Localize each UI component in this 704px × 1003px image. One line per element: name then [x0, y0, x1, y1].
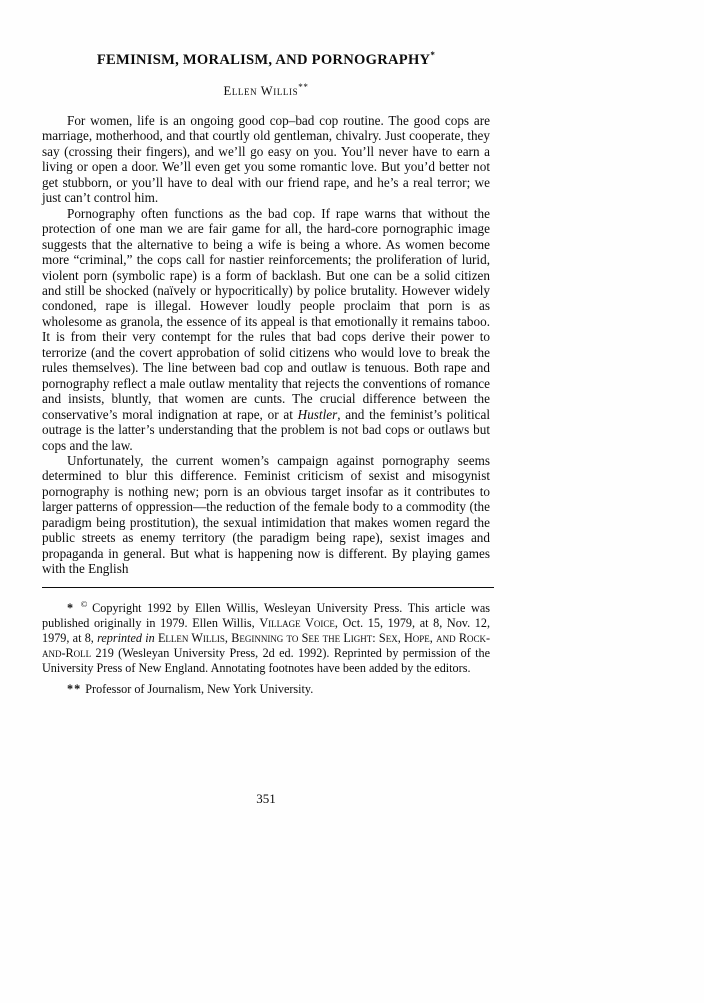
footnote-marker: *	[67, 600, 81, 615]
text-run: , Oct. 15, 1979, at 8, Nov. 12, 1979, at 8,	[42, 615, 491, 645]
text-run: Copyright 1992 by Ellen Willis, Wesleyan University Press. This article was published originally in 1979. Ellen Willis,	[42, 600, 491, 630]
text-run: For women, life is an ongoing good cop–bad cop routine. The good cops are marriage, motherhood, and that courtly old gentleman, chivalry. Just cooperate, they say (crossing their fingers), and we’ll go easy on you. You’ll never have to earn a living or open a door. We’ll even get you some romantic love. But you’d better not get stubborn, or you’ll have to deal with our friend rape, and he’s a real terror; we just can’t control him.	[42, 113, 490, 206]
body-paragraph	[42, 453, 490, 577]
article-body	[42, 113, 490, 577]
text-run: Unfortunately, the current women’s campaign against pornography seems determined to blur this difference. Feminist criticism of sexist and misogynist pornography is nothing new; porn is an obvious target insofar as it contributes to larger patterns of oppression—the reduction of the female body to a commodity (the paradigm being prostitution), the sexual intimidation that makes women regard the public streets as enemy territory (the paradigm being rape), sexist images and propaganda in general. But what is happening now is different. By playing games with the English	[42, 452, 490, 577]
text-run-italic: reprinted in	[97, 630, 155, 645]
page-number: 351	[256, 791, 276, 806]
footnote-separator-rule	[42, 587, 494, 588]
body-paragraph	[42, 113, 490, 206]
footnotes-section	[42, 598, 491, 697]
footnote	[42, 598, 491, 676]
body-paragraph	[42, 206, 490, 453]
article-author	[42, 81, 490, 98]
article-title	[42, 52, 490, 68]
author-footnote-marker: **	[298, 81, 309, 92]
text-block	[42, 0, 490, 697]
text-run: 219 (Wesleyan University Press, 2d ed. 1992). Reprinted by permission of the University Press of New England. Annotating footnotes have been added by the editors.	[42, 645, 490, 675]
text-run-sup: ©	[80, 598, 93, 609]
text-run: Professor of Journalism, New York University.	[85, 681, 314, 696]
footnote	[42, 682, 490, 697]
title-footnote-marker: *	[430, 50, 436, 61]
text-run: Pornography often functions as the bad cop. If rape warns that without the protection of one man we are fair game for all, the hard-core pornographic image suggests that the alternative to being a wife is being a whore. As women become more “criminal,” the cops call for nastier reinforcements; the proliferation of lurid, violent porn (symbolic rape) is a form of backlash. But one can be a solid citizen and still be shocked (naïvely or hypocritically) by police brutality. However widely condoned, rape is illegal. However loudly people proclaim that porn is as wholesome as granola, the essence of its appeal is that emotionally it remains taboo. It is from their very contempt for the rules that bad cops derive their power to terrorize (and the covert approbation of solid citizens who would love to break the rules themselves). The line between bad cop and outlaw is tenuous. Both rape and pornography reflect a male outlaw mentality that rejects the conventions of romance and insists, bluntly, that women are cunts. The crucial difference between the conservative’s moral indignation at rape, or at	[42, 205, 490, 422]
text-run-smallcaps: Ellen Willis, Beginning to See the Light: Sex, Hope, and Rock-and-Roll	[42, 630, 491, 660]
article-author-name: Ellen Willis	[223, 84, 299, 98]
text-run-smallcaps: Village Voice	[259, 615, 335, 630]
text-run-italic: Hustler	[297, 406, 338, 422]
text-run: , and the feminist’s political outrage is the latter’s understanding that the problem is not bad cops or outlaws but cops and the law.	[42, 406, 490, 453]
footnote-marker: **	[67, 681, 86, 696]
article-title-text: FEMINISM, MORALISM, AND PORNOGRAPHY	[96, 52, 431, 68]
